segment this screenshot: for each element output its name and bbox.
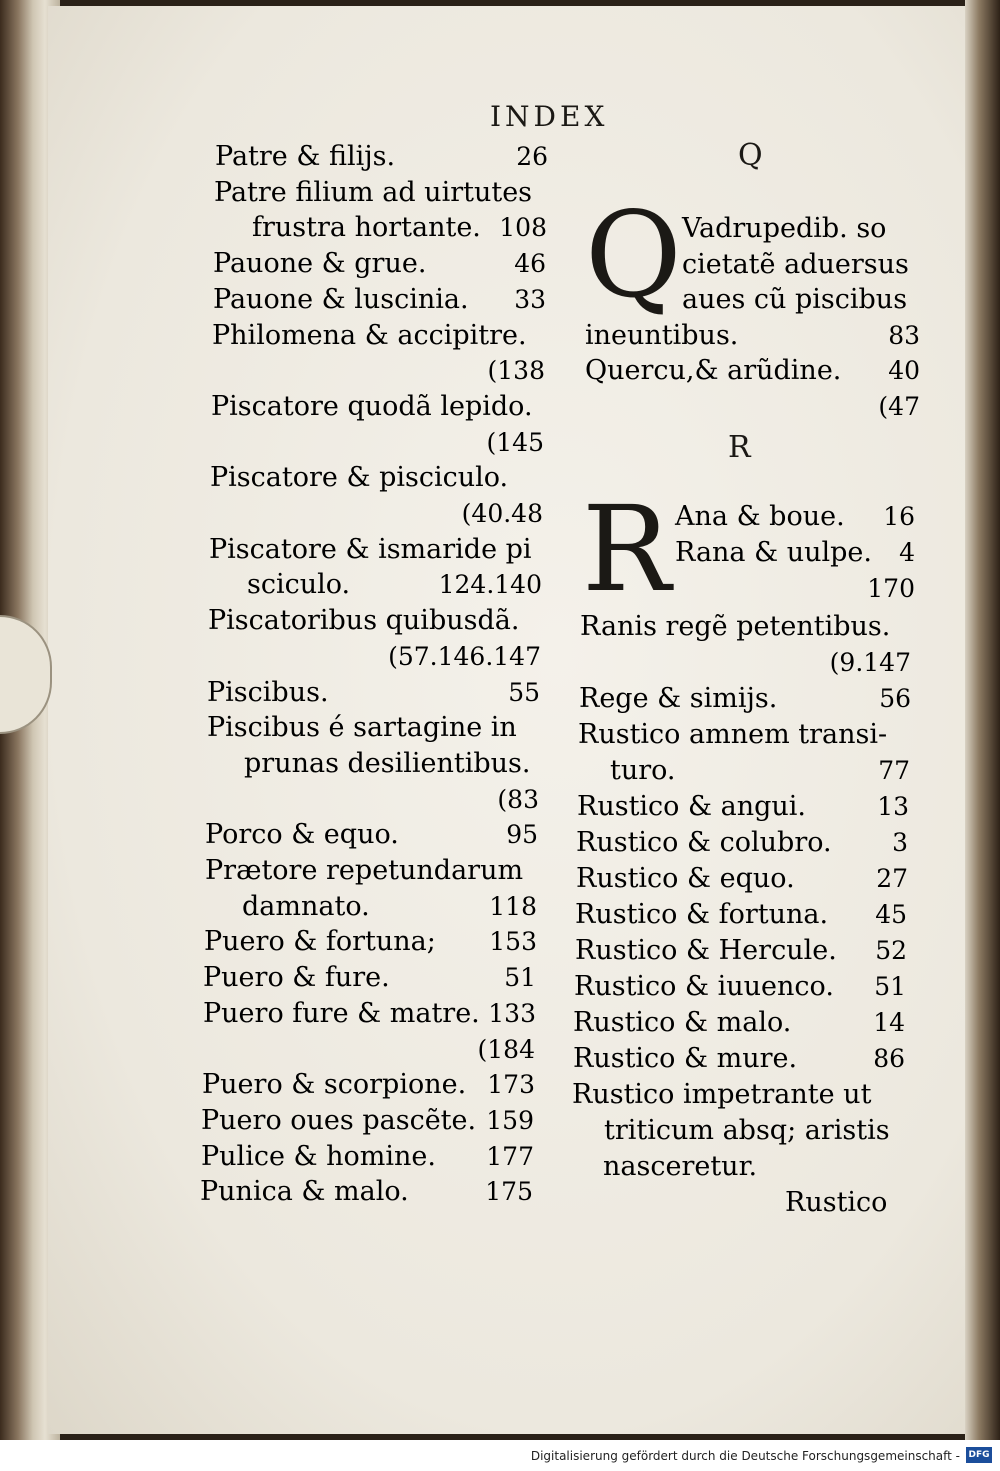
index-entry-text: damnato. (242, 890, 370, 922)
index-entry-page: 26 (516, 142, 548, 171)
drop-cap-r: R (582, 480, 671, 618)
index-entry-text: ineuntibus. (585, 319, 739, 351)
index-entry-page: (9.147 (829, 648, 911, 677)
index-entry-page: 55 (508, 677, 540, 707)
index-entry-text: Rustico & fortuna. (575, 899, 829, 930)
index-entry-text: Piscibus é sartagine in (207, 712, 517, 744)
index-entry-text: Puero fure & matre. (203, 997, 480, 1029)
page-header: INDEX (490, 100, 609, 133)
index-entry-text: Rana & uulpe. (675, 537, 872, 568)
index-entry-page: (57.146.147 (388, 641, 541, 671)
index-entry-page: 77 (878, 756, 910, 785)
index-entry-page: 3 (892, 828, 908, 857)
catchword: Rustico (785, 1187, 888, 1218)
index-entry-text: Rustico & iuuenco. (574, 971, 834, 1002)
index-entry-page: 52 (875, 936, 907, 965)
index-entry-page: 51 (504, 963, 536, 993)
drop-cap-q: Q (585, 186, 682, 324)
index-entry-text: turo. (610, 755, 676, 786)
index-entry-text: Piscatoribus quibusdã. (208, 605, 520, 637)
index-entry-text: Piscatore quodã lepido. (211, 390, 533, 422)
index-entry-text: frustra hortante. (252, 212, 481, 244)
index-entry-text: cietatẽ aduersus (682, 248, 909, 280)
index-entry-text: Piscatore & ismaride pi (209, 533, 532, 565)
index-entry-text: Rustico & angui. (577, 791, 807, 822)
index-entry-page: (145 (486, 427, 544, 457)
index-entry-page: 14 (873, 1008, 905, 1037)
index-entry-page: 13 (877, 792, 909, 821)
footer-bar (0, 1440, 1000, 1471)
index-entry-page: 45 (875, 900, 907, 929)
index-entry-text: Rustico & mure. (573, 1043, 798, 1074)
index-entry-page: 56 (879, 684, 911, 713)
index-entry-page: 118 (489, 891, 537, 921)
index-entry-page: 170 (867, 574, 915, 603)
dfg-logo: DFG (966, 1447, 992, 1463)
index-entry-text: Rustico & Hercule. (575, 935, 837, 966)
index-entry-text: Philomena & accipitre. (212, 319, 527, 351)
index-entry-page: 4 (899, 538, 915, 567)
index-entry-page: 159 (486, 1105, 534, 1135)
index-entry-text: triticum absq; aristis (604, 1115, 890, 1146)
index-entry-text: nasceretur. (603, 1151, 758, 1182)
index-entry-page: 173 (487, 1070, 535, 1100)
index-entry-page: 51 (874, 972, 906, 1001)
index-entry-page: 95 (506, 820, 538, 850)
index-entry-text: Pulice & homine. (201, 1140, 436, 1172)
section-letter-r: R (728, 430, 751, 465)
footer-credit: Digitalisierung gefördert durch die Deutsche Forschungsgemeinschaft - (530, 1449, 960, 1463)
index-entry-page: 40 (888, 356, 920, 385)
index-entry-text: Rustico impetrante ut (572, 1079, 872, 1110)
index-entry-text: Puero & fortuna; (204, 926, 436, 958)
index-entry-page: 124.140 (438, 570, 542, 600)
index-entry-page: (47 (878, 391, 920, 421)
index-entry-text: Prætore repetundarum (205, 855, 524, 886)
index-entry-text: Piscatore & pisciculo. (210, 462, 509, 494)
index-entry-page: 33 (514, 284, 546, 314)
index-entry-page: 133 (488, 998, 536, 1028)
index-entry-text: Ranis regẽ petentibus. (580, 611, 891, 642)
index-entry-page: 83 (888, 320, 920, 350)
index-entry-text: prunas desilientibus. (244, 747, 531, 779)
index-entry-text: Rustico & colubro. (576, 827, 832, 858)
index-entry-page: (138 (487, 356, 545, 386)
index-entry-text: Rustico & malo. (573, 1007, 792, 1038)
index-entry-text: Rustico & equo. (576, 863, 795, 894)
index-entry-text: Rustico amnem transi- (578, 719, 888, 750)
index-entry-text: Pauone & luscinia. (213, 283, 469, 315)
index-entry-page: 108 (499, 213, 547, 243)
index-entry-text: Pauone & grue. (213, 248, 427, 280)
index-entry-text: Piscibus. (207, 676, 329, 708)
index-entry-page: (83 (497, 784, 539, 814)
index-entry-page: 27 (876, 864, 908, 893)
index-entry-text: Puero & fure. (203, 962, 390, 994)
index-entry-page: (40.48 (461, 499, 543, 528)
index-entry-text: Vadrupedib. so (682, 213, 887, 244)
index-entry-text: Puero & scorpione. (202, 1069, 467, 1101)
index-entry-text: Patre & filijs. (215, 141, 396, 172)
index-entry-text: Quercu,& arũdine. (585, 355, 842, 386)
index-entry-page: 86 (873, 1044, 905, 1073)
index-entry-page: 153 (489, 927, 537, 957)
index-entry-text: Ana & boue. (675, 501, 845, 532)
index-entry-text: aues cũ piscibus (682, 284, 908, 315)
index-entry-text: Patre filium ad uirtutes (214, 176, 533, 208)
index-entry-text: sciculo. (247, 569, 351, 601)
index-entry-text: Punica & malo. (200, 1176, 409, 1208)
index-entry-page: (184 (477, 1034, 535, 1064)
book-spine (965, 0, 1000, 1440)
index-entry-text: Porco & equo. (205, 819, 399, 851)
index-entry-page: 46 (514, 249, 546, 279)
index-entry-text: Rege & simijs. (579, 683, 778, 714)
section-letter-q: Q (738, 138, 763, 173)
index-entry-text: Puero oues pascẽte. (201, 1104, 477, 1136)
index-entry-page: 175 (485, 1177, 533, 1207)
index-entry-page: 16 (883, 502, 915, 531)
index-entry-page: 177 (486, 1141, 534, 1171)
